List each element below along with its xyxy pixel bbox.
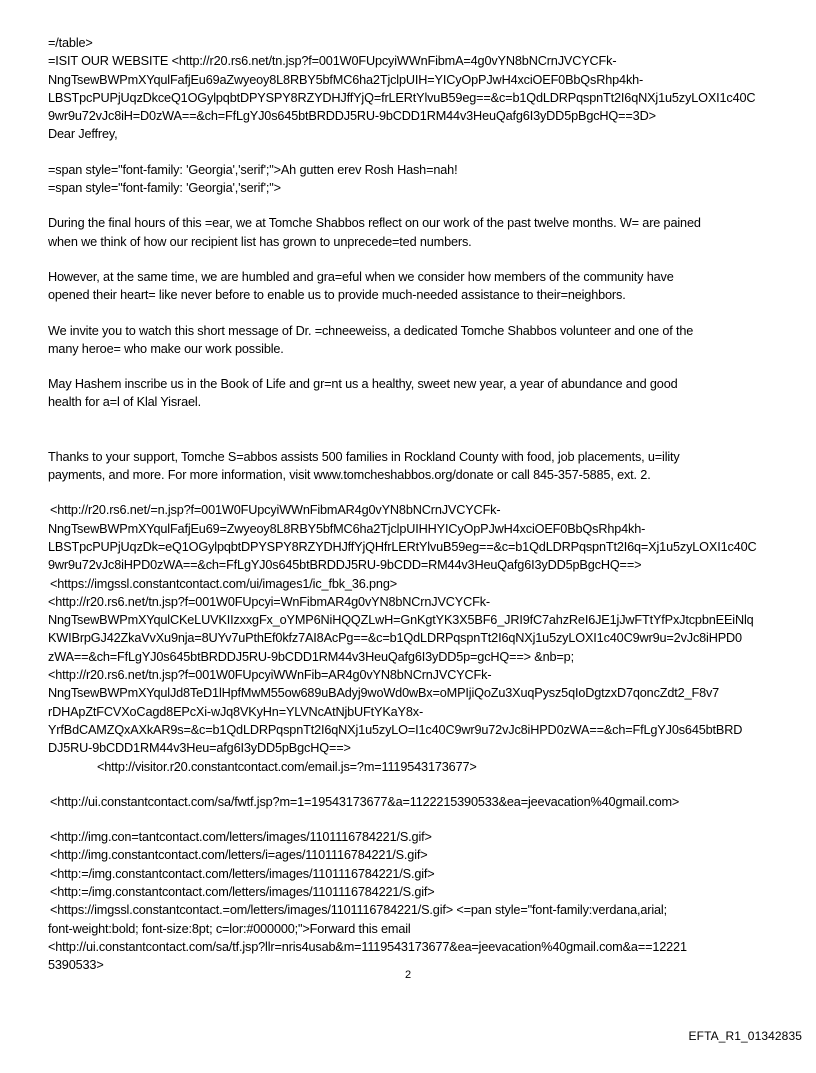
link-line: <http://visitor.r20.constantcontact.com/email.js=?m=1119543173677> [97, 759, 477, 774]
text-line: =span style="font-family: 'Georgia','serif';"> [48, 181, 281, 196]
link-line: NngTsewBWPmXYqulJd8TeD1lHpfMwM55ow689uBAdyj9woWd0wBx=oMPIjiQoZu3XuqPysz5qIoDgtzxD7qoncZdt2_F8v7 [48, 686, 720, 701]
text-line: NngTsewBWPmXYqulFafjEu69aZwyeoy8L8RBY5bfMC6ha2TjclpUIH=YICyOpPJwH4xciOEF0BbQsRhp4kh- [48, 72, 644, 87]
text-line: health for a=l of Klal Yisrael. [48, 395, 201, 410]
text-line: when we think of how our recipient list has grown to unprecede=ted numbers. [48, 234, 472, 249]
link-line: <http://r20.rs6.net/tn.jsp?f=001W0FUpcyiWWnFib=AR4g0vYN8bNCrnJVCYCFk- [48, 668, 492, 683]
link-line: 5390533> [48, 958, 104, 973]
link-line: <http:=/img.constantcontact.com/letters/images/1101116784221/S.gif> [50, 866, 435, 881]
document-id: EFTA_R1_01342835 [688, 1029, 802, 1043]
text-line: May Hashem inscribe us in the Book of Life and gr=nt us a healthy, sweet new year, a year of abundance and good [48, 377, 678, 392]
text-line: LBSTpcPUPjUqzDkceQ1OGylpqbtDPYSPY8RZYDHJffYjQ=frLERtYlvuB59eg==&c=b1QdLDRPqspnTt2I6qNXj1u5zyLOXI1c40C [48, 90, 756, 105]
greeting-block [48, 161, 773, 198]
link-block [48, 793, 773, 811]
paragraph [48, 375, 773, 412]
paragraph [48, 322, 773, 359]
text-line: We invite you to watch this short message of Dr. =chneeweiss, a dedicated Tomche Shabbos volunteer and one of the [48, 323, 694, 338]
link-line: DJ5RU-9bCDD1RM44v3Heu=afg6I3yDD5pBgcHQ==> [48, 741, 351, 756]
text-line: Thanks to your support, Tomche S=abbos assists 500 families in Rockland County with food, job placements, u=ility [48, 449, 680, 464]
link-line: NngTsewBWPmXYqulCKeLUVKIIzxxgFx_oYMP6NiHQQZLwH=GnKgtYK3X5BF6_JRI9fC7ahzReI6JE1jJwFTtYfPxJtcpbnEEiNlq [48, 613, 754, 628]
link-line: 9wr9u72vJc8iHPD0zWA==&ch=FfLgYJ0s645btBRDDJ5RU-9bCDD=RM44v3HeuQafg6I3yDD5pBgcHQ==> [48, 558, 642, 573]
link-line: <http://img.con=tantcontact.com/letters/images/1101116784221/S.gif> [50, 830, 432, 845]
salutation: Dear Jeffrey, [48, 127, 118, 142]
link-line: <https://imgssl.constantcontact.com/ui/images1/ic_fbk_36.png> [50, 576, 397, 591]
link-line: <http://ui.constantcontact.com/sa/tf.jsp?llr=nris4usab&m=1119543173677&ea=jeevacation%40gmail.com&a==12221 [48, 939, 687, 954]
page-number: 2 [404, 969, 412, 981]
text-line: 9wr9u72vJc8iH=D0zWA==&ch=FfLgYJ0s645btBRDDJ5RU-9bCDD1RM44v3HeuQafg6I3yDD5pBgcHQ==3D> [48, 109, 656, 124]
link-block [48, 501, 773, 775]
link-line: LBSTpcPUPjUqzDk=eQ1OGylpqbtDPYSPY8RZYDHJffYjQHfrLERtYlvuB59eg==&c=b1QdLDRPqspnTt2I6q=Xj1u5zyLOXI1c40C [48, 539, 757, 554]
link-line: KWIBrpGJ42ZkaVvXu9nja=8UYv7uPthEf0kfz7AI8AcPg==&c=b1QdLDRPqspnTt2I6qNXj1u5zyLOXI1c40C9wr9u=2vJc8iHPD0 [48, 631, 742, 646]
link-line: <http://ui.constantcontact.com/sa/fwtf.jsp?m=1=19543173677&a=1122215390533&ea=jeevacation%40gmail.com> [50, 794, 680, 809]
text-line: many heroe= who make our work possible. [48, 341, 284, 356]
link-line: <http://r20.rs6.net/=n.jsp?f=001W0FUpcyiWWnFibmAR4g0vYN8bNCrnJVCYCFk- [50, 503, 501, 518]
text-line: =/table> [48, 36, 93, 50]
text-line: payments, and more. For more information, visit www.tomcheshabbos.org/donate or call 845-357-5885, ext. 2. [48, 468, 651, 483]
block-header [48, 34, 773, 144]
email-body [48, 34, 773, 974]
text-line: However, at the same time, we are humbled and gra=eful when we consider how members of the community have [48, 269, 674, 284]
paragraph [48, 448, 773, 485]
text-line: =span style="font-family: 'Georgia','serif';">Ah gutten erev Rosh Hash=nah! [48, 162, 458, 177]
link-line: NngTsewBWPmXYqulFafjEu69=Zwyeoy8L8RBY5bfMC6ha2TjclpUIHHYICyOpPJwH4xciOEF0BbQsRhp4kh- [48, 521, 646, 536]
link-line: <http:=/img.constantcontact.com/letters/images/1101116784221/S.gif> [50, 884, 435, 899]
link-line: <http://img.constantcontact.com/letters/i=ages/1101116784221/S.gif> [50, 848, 428, 863]
text-line: opened their heart= like never before to enable us to provide much-needed assistance to their=neighbors. [48, 288, 626, 303]
link-line: rDHApZtFCVXoCagd8EPcXi-wJq8VKyHn=YLVNcAtNjbUFtYKaY8x- [48, 704, 424, 719]
link-line: <http://r20.rs6.net/tn.jsp?f=001W0FUpcyi=WnFibmAR4g0vYN8bNCrnJVCYCFk- [48, 594, 490, 609]
link-line: font-weight:bold; font-size:8pt; c=lor:#000000;">Forward this email [48, 921, 411, 936]
website-link-line: =ISIT OUR WEBSITE <http://r20.rs6.net/tn.jsp?f=001W0FUpcyiWWnFibmA=4g0vYN8bNCrnJVCYCFk- [48, 54, 617, 69]
text-line: During the final hours of this =ear, we at Tomche Shabbos reflect on our work of the past twelve months. W= are pained [48, 216, 701, 231]
link-line: zWA==&ch=FfLgYJ0s645btBRDDJ5RU-9bCDD1RM44v3HeuQafg6I3yDD5p=gcHQ==> &nb=p; [48, 649, 574, 664]
link-line: YrfBdCAMZQxAXkAR9s=&c=b1QdLDRPqspnTt2I6qNXj1u5zyLO=I1c40C9wr9u72vJc8iHPD0zWA==&ch=FfLgYJ0s645btBRD [48, 722, 743, 737]
link-block [48, 828, 773, 974]
paragraph [48, 268, 773, 305]
paragraph [48, 214, 773, 251]
link-line: <https://imgssl.constantcontact.=om/letters/images/1101116784221/S.gif> <=pan style="font-family:verdana,arial; [50, 903, 667, 918]
